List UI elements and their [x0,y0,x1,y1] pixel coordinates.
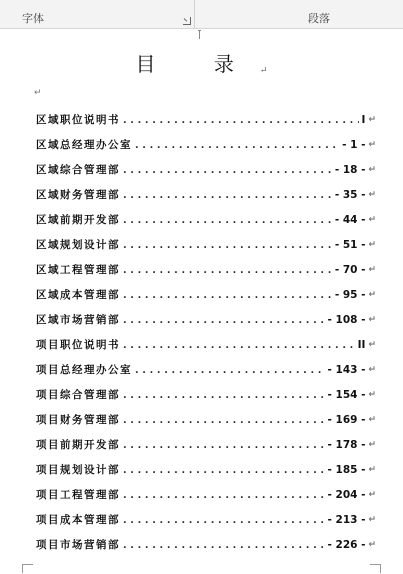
toc-entry-label: 项目工程管理部 [36,489,120,501]
toc-dot-leader [123,414,325,426]
toc-entry-label: 区域市场营销部 [36,314,120,326]
toc-entry-page: - 213 - [327,513,366,526]
toc-entry-page: - 44 - [334,213,366,226]
toc-entry-page: - 143 - [327,363,366,376]
toc-entry-label: 项目市场营销部 [36,539,120,551]
toc-entry[interactable] [36,232,376,257]
paragraph-mark-icon: ↵ [368,364,376,375]
toc-entry[interactable] [36,507,376,532]
paragraph-mark-icon: ↵ [368,439,376,450]
paragraph-mark-icon: ↵ [368,389,376,400]
paragraph-mark-icon: ↵ [368,139,376,150]
toc-entry-label: 项目成本管理部 [36,514,120,526]
toc-dot-leader [123,239,332,251]
toc-entry-label: 项目前期开发部 [36,439,120,451]
page-corner-mark [370,564,381,573]
toc-entry-page: - 226 - [327,538,366,551]
toc-entry-page: - 204 - [327,488,366,501]
paragraph-mark-icon: ↵ [368,239,376,250]
toc-entry-page: - 1 - [342,138,366,151]
toc-entry-label: 区域财务管理部 [36,189,120,201]
paragraph-mark-icon: ↵ [368,114,376,125]
toc-entry[interactable] [36,357,376,382]
toc-entry-page: - 70 - [334,263,366,276]
paragraph-mark-icon: ↵ [368,289,376,300]
toc-entry[interactable] [36,307,376,332]
toc-entry-page: - 108 - [327,313,366,326]
toc-entry[interactable] [36,157,376,182]
toc-entry[interactable] [36,132,376,157]
toc-entry-page: - 154 - [327,388,366,401]
paragraph-mark-icon: ↵ [368,339,376,350]
toc-entry[interactable] [36,407,376,432]
toc-dot-leader [135,139,339,151]
toc-entry-page: II [357,338,366,351]
toc-dot-leader [123,314,325,326]
toc-title-text: 目 录 [135,52,260,76]
toc-dot-leader [123,114,359,126]
paragraph-mark-icon: ↵ [368,264,376,275]
toc-dot-leader [123,464,325,476]
paragraph-mark-icon: ↵ [368,539,376,550]
paragraph-mark-icon: ↵ [368,314,376,325]
empty-paragraph-mark-icon: ↵ [34,88,42,98]
ribbon-group-divider [194,0,195,28]
toc-entry-label: 区域职位说明书 [36,114,120,126]
toc-entry-label: 区域总经理办公室 [36,139,132,151]
toc-entry-label: 区域成本管理部 [36,289,120,301]
toc-entry-page: - 35 - [334,188,366,201]
toc-entry-label: 区域综合管理部 [36,164,120,176]
toc-entry-label: 区域前期开发部 [36,214,120,226]
font-dialog-launcher-icon[interactable] [183,17,191,25]
toc-dot-leader [123,539,325,551]
paragraph-mark-icon: ↵ [368,214,376,225]
toc-entry[interactable] [36,332,376,357]
toc-entry-label: 项目财务管理部 [36,414,120,426]
toc-entry-page: - 18 - [334,163,366,176]
toc-entry-page: - 95 - [334,288,366,301]
paragraph-mark-icon: ↵ [368,464,376,475]
toc-entry-page: - 51 - [334,238,366,251]
toc-entry-label: 项目规划设计部 [36,464,120,476]
paragraph-mark-icon: ↵ [368,514,376,525]
toc-entry-page: - 185 - [327,463,366,476]
toc-entry[interactable] [36,257,376,282]
paragraph-mark-icon: ↵ [259,66,268,76]
table-of-contents [36,107,376,557]
text-cursor-icon [199,30,200,39]
toc-entry-label: 项目总经理办公室 [36,364,132,376]
toc-dot-leader [123,339,355,351]
font-group-label: 字体 [22,12,44,25]
toc-entry-page: - 169 - [327,413,366,426]
toc-entry[interactable] [36,457,376,482]
toc-entry-page: - 178 - [327,438,366,451]
paragraph-mark-icon: ↵ [368,414,376,425]
paragraph-mark-icon: ↵ [368,189,376,200]
ribbon-bar [0,0,403,29]
toc-entry-label: 区域规划设计部 [36,239,120,251]
toc-dot-leader [135,364,325,376]
toc-dot-leader [123,439,325,451]
toc-entry[interactable] [36,207,376,232]
paragraph-mark-icon: ↵ [368,164,376,175]
toc-dot-leader [123,189,332,201]
toc-dot-leader [123,264,332,276]
toc-dot-leader [123,514,325,526]
toc-dot-leader [123,289,332,301]
toc-entry[interactable] [36,482,376,507]
toc-entry[interactable] [36,382,376,407]
toc-dot-leader [123,214,332,226]
toc-entry[interactable] [36,282,376,307]
toc-dot-leader [123,389,325,401]
paragraph-group-label: 段落 [308,12,330,25]
toc-title[interactable] [0,48,403,77]
toc-entry-label: 项目职位说明书 [36,339,120,351]
toc-entry[interactable] [36,532,376,557]
toc-entry[interactable] [36,107,376,132]
page-corner-mark [22,564,33,573]
toc-entry-page: I [361,113,366,126]
paragraph-mark-icon: ↵ [368,489,376,500]
toc-entry[interactable] [36,182,376,207]
toc-dot-leader [123,489,325,501]
toc-entry[interactable] [36,432,376,457]
toc-dot-leader [123,164,332,176]
toc-entry-label: 区域工程管理部 [36,264,120,276]
toc-entry-label: 项目综合管理部 [36,389,120,401]
